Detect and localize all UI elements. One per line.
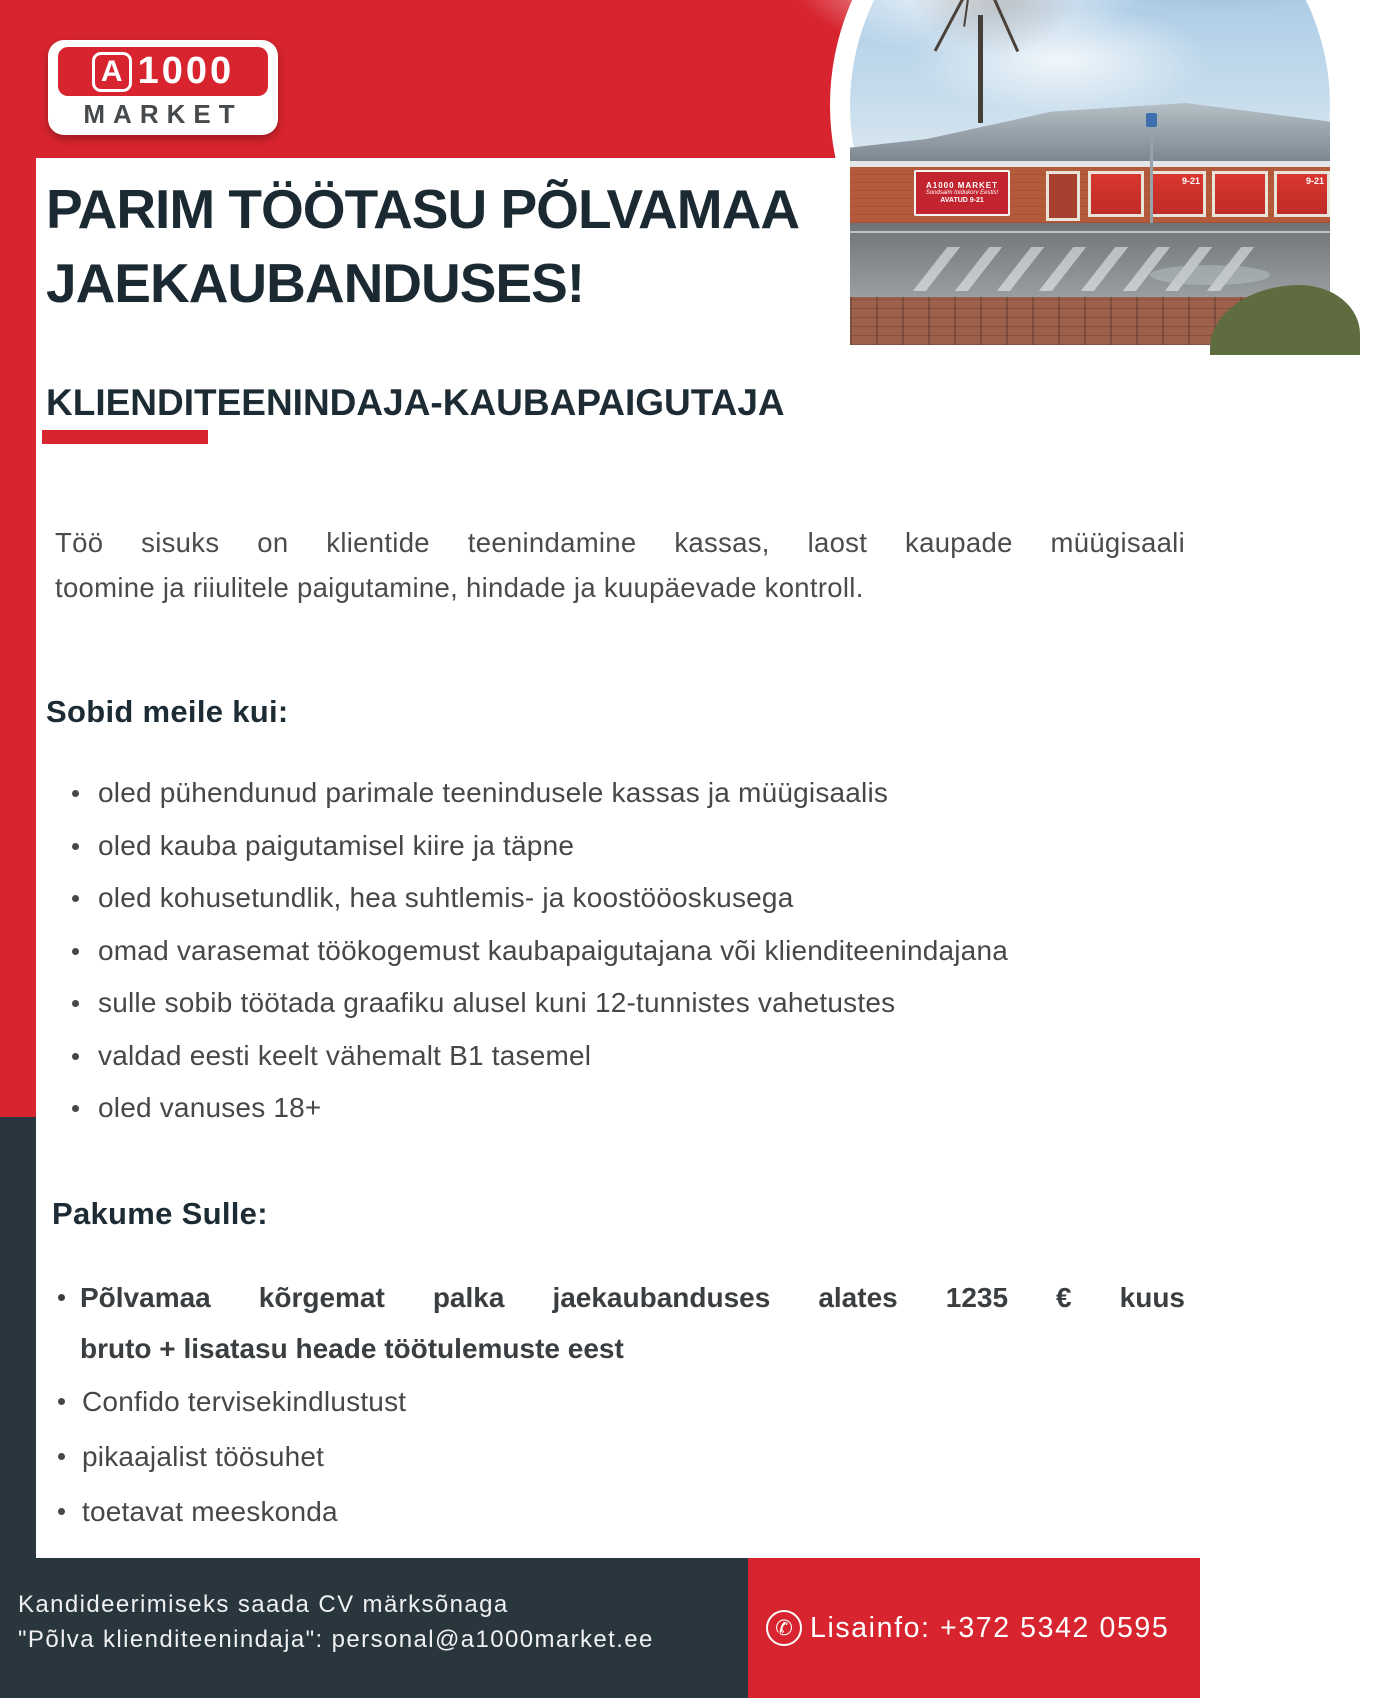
list-item: Confido tervisekindlustust xyxy=(58,1374,406,1429)
application-line1: Kandideerimiseks saada CV märksõnaga xyxy=(18,1591,509,1618)
list-item: oled kauba paigutamisel kiire ja täpne xyxy=(70,820,1008,873)
job-description-line2: toomine ja riiulitele paigutamine, hindade ja kuupäevade kontroll. xyxy=(55,572,864,603)
job-position-title: KLIENDITEENINDAJA-KAUBAPAIGUTAJA xyxy=(46,382,785,423)
salary-highlight xyxy=(58,1272,1185,1374)
logo-letter-a: A xyxy=(92,52,132,92)
road-marking-line xyxy=(850,231,1330,233)
contact-red-block xyxy=(748,1558,1200,1698)
list-item: omad varasemat töökogemust kaubapaigutajana või klienditeenindajana xyxy=(70,925,1008,978)
contact-phone-number: Lisainfo: +372 5342 0595 xyxy=(810,1611,1170,1644)
list-item: sulle sobib töötada graafiku alusel kuni 12-tunnistes vahetustes xyxy=(70,977,1008,1030)
logo-number: 1000 xyxy=(137,50,235,92)
phone-icon: ✆ xyxy=(766,1610,802,1646)
page-title-line2: JAEKAUBANDUSES! xyxy=(46,252,585,314)
logo-red-plate xyxy=(58,47,268,96)
list-item: valdad eesti keelt vähemalt B1 tasemel xyxy=(70,1030,1008,1083)
store-window-hours: 9-21 xyxy=(1150,171,1206,217)
store-door xyxy=(1046,171,1080,221)
page-title xyxy=(46,172,799,320)
a1000-market-logo xyxy=(48,40,278,135)
store-banner-sign xyxy=(914,170,1010,216)
salary-highlight-line2: bruto + lisatasu heade töötulemuste eest xyxy=(80,1333,624,1364)
store-window-hours: 9-21 xyxy=(1274,171,1330,217)
store-window xyxy=(1088,171,1144,217)
list-item: pikaajalist töösuhet xyxy=(58,1429,406,1484)
store-photo-ring xyxy=(830,0,1350,365)
store-photo xyxy=(850,0,1330,345)
street-sign xyxy=(1146,113,1157,127)
banner-brand-text: A1000 MARKET xyxy=(925,180,998,190)
tree-trunk xyxy=(978,15,983,123)
list-item: oled pühendunud parimale teenindusele kassas ja müügisaalis xyxy=(70,767,1008,820)
store-windows xyxy=(1088,171,1330,217)
sign-pole xyxy=(1150,117,1153,223)
job-description-line1: Töö sisuks on klientide teenindamine kassas, laost kaupade müügisaali xyxy=(55,527,1185,558)
banner-slogan-text: Soodsaim toidukorv Eestis! xyxy=(925,190,999,197)
list-item: oled vanuses 18+ xyxy=(70,1082,1008,1135)
job-description-paragraph xyxy=(55,520,1185,610)
offer-list xyxy=(58,1374,406,1539)
application-instructions xyxy=(18,1587,654,1657)
left-red-rail xyxy=(0,0,36,1117)
puddle xyxy=(1150,265,1270,285)
requirements-heading: Sobid meile kui: xyxy=(46,694,289,729)
page-title-line1: PARIM TÖÖTASU PÕLVAMAA xyxy=(46,178,800,240)
application-line2-email: "Põlva klienditeenindaja": personal@a1000market.ee xyxy=(18,1626,654,1653)
requirements-list xyxy=(70,767,1008,1135)
list-item: oled kohusetundlik, hea suhtlemis- ja koostööoskusega xyxy=(70,872,1008,925)
list-item: toetavat meeskonda xyxy=(58,1484,406,1539)
offer-heading: Pakume Sulle: xyxy=(52,1196,268,1231)
store-window xyxy=(1212,171,1268,217)
salary-highlight-line1: Põlvamaa kõrgemat palka jaekaubanduses alates 1235 € kuus xyxy=(80,1282,1185,1313)
banner-hours-text: AVATUD 9-21 xyxy=(940,197,984,205)
logo-market-text: MARKET xyxy=(83,99,243,129)
red-underline-bar xyxy=(42,430,208,444)
